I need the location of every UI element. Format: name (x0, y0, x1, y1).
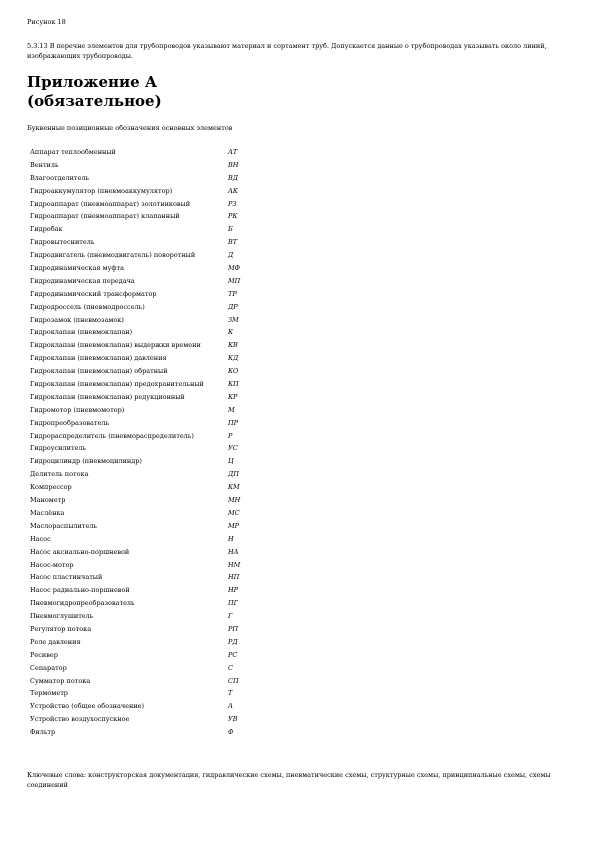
symbol-list (30, 146, 390, 739)
item-term: Насос радиально-поршневой (30, 586, 130, 595)
item-code: М (228, 405, 235, 414)
item-code: ТР (228, 289, 237, 298)
item-term: Пневмогидропреобразователь (30, 599, 135, 608)
item-term: Гидродинамическая муфта (30, 264, 124, 273)
list-item (30, 172, 390, 185)
item-code: Ф (228, 728, 234, 737)
item-code: Г (228, 612, 233, 621)
item-code: ДП (228, 470, 239, 479)
item-term: Гидроаккумулятор (пневмоаккумулятор) (30, 186, 173, 195)
appendix-title (27, 73, 427, 111)
item-term: Гидроклапан (пневмоклапан) предохранительный (30, 380, 204, 389)
item-term: Насос аксиально-поршневой (30, 547, 130, 556)
item-term: Реле давления (30, 637, 81, 646)
item-term: Гидромотор (пневмомотор) (30, 405, 125, 414)
item-code: Н (228, 534, 234, 543)
item-code: СП (228, 676, 239, 685)
item-code: С (228, 663, 233, 672)
list-item (30, 404, 390, 417)
item-code: КП (228, 380, 239, 389)
item-code: КВ (228, 341, 238, 350)
item-code: МС (228, 508, 240, 517)
item-term: Насос пластинчатый (30, 573, 103, 582)
list-item (30, 494, 390, 507)
item-code: КД (228, 354, 239, 363)
item-code: АК (228, 186, 238, 195)
list-item (30, 571, 390, 584)
list-item (30, 236, 390, 249)
list-item (30, 713, 390, 726)
list-item (30, 546, 390, 559)
item-code: ПР (228, 418, 239, 427)
list-item (30, 210, 390, 223)
list-item (30, 687, 390, 700)
item-term: Гидрораспределитель (пневмораспределитель) (30, 431, 194, 440)
list-item (30, 597, 390, 610)
list-item (30, 610, 390, 623)
item-term: Гидроклапан (пневмоклапан) давления (30, 354, 167, 363)
list-item (30, 662, 390, 675)
item-code: Р (228, 431, 233, 440)
item-code: МН (228, 496, 241, 505)
appendix-title-line2: (обязательное) (27, 92, 162, 110)
item-code: РЗ (228, 199, 237, 208)
list-item (30, 559, 390, 572)
body-paragraph: 5.3.13 В перечне элементов для трубопроводов указывают материал и сортамент труб. Допускается данные о трубопроводах указывать около линий, изображающих трубопроводы. (27, 42, 547, 60)
list-item (30, 520, 390, 533)
list-item (30, 146, 390, 159)
list-item (30, 442, 390, 455)
item-term: Компрессор (30, 483, 72, 492)
list-item (30, 430, 390, 443)
item-code: НА (228, 547, 239, 556)
item-term: Ресивер (30, 650, 58, 659)
item-term: Гидропреобразователь (30, 418, 110, 427)
list-item (30, 288, 390, 301)
item-term: Гидроусилитель (30, 444, 87, 453)
item-term: Сепаратор (30, 663, 67, 672)
item-term: Маслораспылитель (30, 521, 97, 530)
item-term: Гидродинамическая передача (30, 276, 135, 285)
item-term: Насос-мотор (30, 560, 74, 569)
item-code: Д (228, 251, 234, 260)
item-term: Гидроклапан (пневмоклапан) выдержки времени (30, 341, 201, 350)
appendix-title-line1: Приложение А (27, 73, 158, 91)
item-code: УВ (228, 715, 238, 724)
list-item (30, 417, 390, 430)
list-item (30, 223, 390, 236)
item-term: Гидроцилиндр (пневмоцилиндр) (30, 457, 142, 466)
list-item (30, 533, 390, 546)
item-code: МФ (228, 264, 241, 273)
item-term: Гидрозамок (пневмозамок) (30, 315, 124, 324)
list-item (30, 623, 390, 636)
item-term: Гидроклапан (пневмоклапан) обратный (30, 367, 168, 376)
item-code: К (228, 328, 234, 337)
list-item (30, 352, 390, 365)
item-code: АТ (228, 148, 238, 156)
item-term: Влагоотделитель (30, 173, 90, 182)
item-term: Сумматор потока (30, 676, 91, 685)
item-term: Гидродвигатель (пневмодвигатель) поворотный (30, 251, 196, 260)
item-term: Гидроклапан (пневмоклапан) (30, 328, 133, 337)
list-item (30, 249, 390, 262)
item-code: ВН (228, 160, 239, 169)
list-item (30, 378, 390, 391)
item-term: Гидроаппарат (пневмоаппарат) золотниковый (30, 199, 191, 208)
item-term: Гидроклапан (пневмоклапан) редукционный (30, 392, 185, 401)
item-term: Манометр (30, 496, 66, 505)
list-item (30, 185, 390, 198)
list-item (30, 481, 390, 494)
item-term: Гидродроссель (пневмодроссель) (30, 302, 145, 311)
item-code: ЗМ (228, 315, 239, 324)
item-code: Ц (228, 457, 234, 466)
item-term: Гидровытеснитель (30, 238, 95, 247)
keywords-text: Ключевые слова: конструкторская документация, гидравлические схемы, пневматические схемы, структурные схемы, принципиальные схемы, схемы соединений (27, 771, 551, 789)
item-code: МР (228, 521, 240, 530)
list-item (30, 675, 390, 688)
list-item (30, 649, 390, 662)
item-term: Вентиль (30, 160, 59, 169)
list-item (30, 584, 390, 597)
item-term: Регулятор потока (30, 624, 92, 633)
item-term: Фильтр (30, 728, 56, 737)
figure-caption: Рисунок 18 (27, 18, 66, 26)
item-code: УС (228, 444, 238, 453)
list-item (30, 468, 390, 481)
item-term: Термометр (30, 689, 68, 698)
item-code: РД (228, 637, 238, 646)
item-code: ВТ (228, 238, 238, 247)
list-item (30, 507, 390, 520)
item-code: А (228, 702, 233, 711)
list-heading: Буквенные позиционные обозначения основных элементов (27, 124, 233, 132)
item-code: НП (228, 573, 240, 582)
item-code: КР (228, 392, 238, 401)
list-item (30, 726, 390, 739)
list-item (30, 262, 390, 275)
item-term: Делитель потока (30, 470, 89, 479)
item-term: Гидробак (30, 225, 63, 234)
item-term: Гидроаппарат (пневмоаппарат) клапанный (30, 212, 180, 221)
list-item (30, 275, 390, 288)
item-term: Маслёнка (30, 508, 65, 517)
item-code: Б (228, 225, 233, 234)
item-code: МП (228, 276, 241, 285)
item-code: РК (228, 212, 238, 221)
item-term: Аппарат теплообменный (30, 148, 116, 156)
item-code: ДР (228, 302, 238, 311)
item-code: НР (228, 586, 239, 595)
list-item (30, 159, 390, 172)
list-item (30, 391, 390, 404)
item-term: Устройство (общее обозначение) (30, 702, 145, 711)
list-item (30, 455, 390, 468)
item-term: Пневмоглушитель (30, 612, 94, 621)
item-term: Гидродинамический трансформатор (30, 289, 157, 298)
list-item (30, 636, 390, 649)
list-item (30, 365, 390, 378)
item-code: КМ (228, 483, 240, 492)
item-code: РП (228, 624, 239, 633)
item-code: ПГ (228, 599, 238, 608)
list-item (30, 198, 390, 211)
item-code: ВД (228, 173, 239, 182)
list-item (30, 301, 390, 314)
item-code: КО (228, 367, 239, 376)
list-item (30, 326, 390, 339)
item-code: РС (228, 650, 238, 659)
list-item (30, 314, 390, 327)
item-term: Устройство воздухоспускное (30, 715, 130, 724)
item-code: Т (228, 689, 233, 698)
list-item (30, 339, 390, 352)
item-code: НМ (228, 560, 241, 569)
list-item (30, 700, 390, 713)
item-term: Насос (30, 534, 51, 543)
